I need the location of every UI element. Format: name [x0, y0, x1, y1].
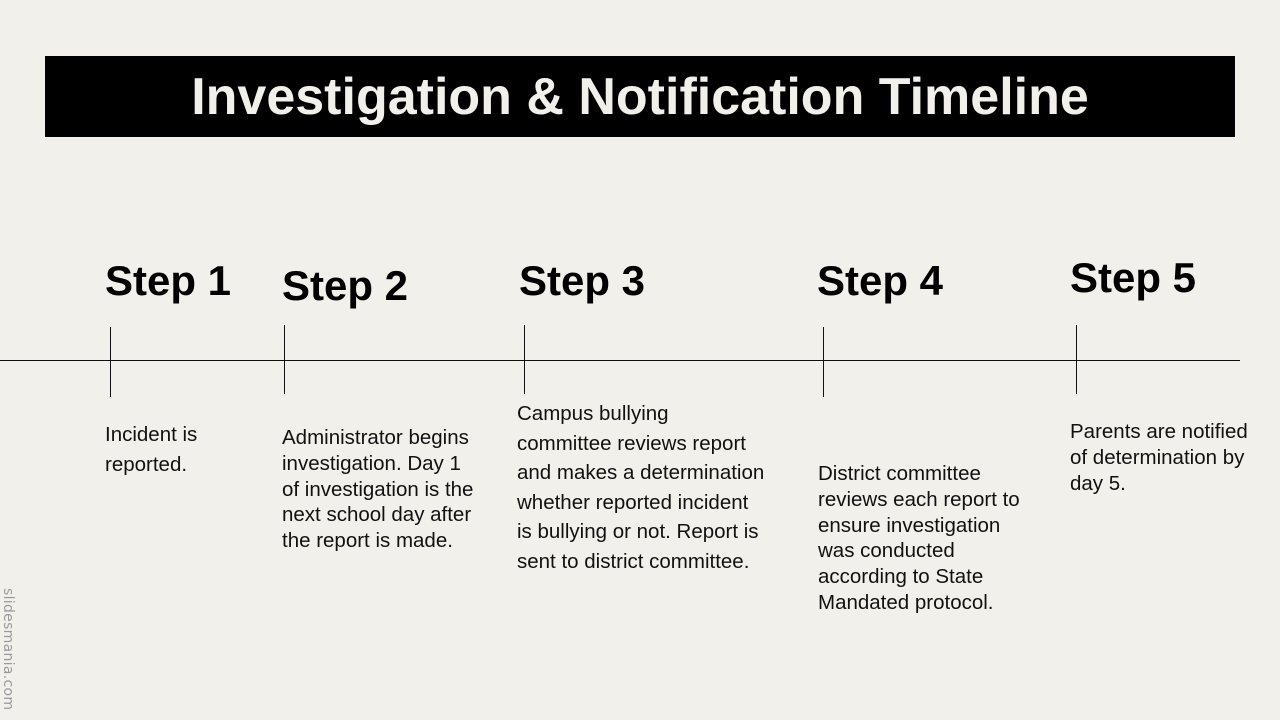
- step-heading-5: Step 5: [1070, 254, 1197, 301]
- slide-title: Investigation & Notification Timeline: [191, 67, 1089, 126]
- step-heading-3: Step 3: [519, 257, 646, 304]
- timeline-tick-step-5: [1076, 325, 1077, 394]
- timeline-tick-step-4: [823, 327, 824, 397]
- timeline-tick-step-1: [110, 327, 111, 397]
- step-description-5: Parents are notified of determination by day 5.: [1070, 420, 1248, 495]
- timeline-tick-step-2: [284, 325, 285, 394]
- timeline-axis: [0, 360, 1240, 361]
- title-banner: [45, 56, 1235, 137]
- timeline-tick-step-3: [524, 325, 525, 394]
- watermark: slidesmania.com: [0, 588, 16, 711]
- step-description-3: Campus bullying committee reviews report and makes a determination whether reported incident is bullying or not. Report is sent to district committee.: [517, 402, 765, 573]
- step-heading-2: Step 2: [282, 262, 409, 309]
- step-description-2: Administrator begins investigation. Day 1 of investigation is the next school day after the report is made.: [282, 426, 474, 553]
- step-description-1: Incident is reported.: [105, 423, 198, 476]
- step-heading-4: Step 4: [817, 257, 944, 304]
- step-heading-1: Step 1: [105, 257, 232, 304]
- step-description-4: District committee reviews each report to ensure investigation was conducted according to State Mandated protocol.: [818, 462, 1020, 614]
